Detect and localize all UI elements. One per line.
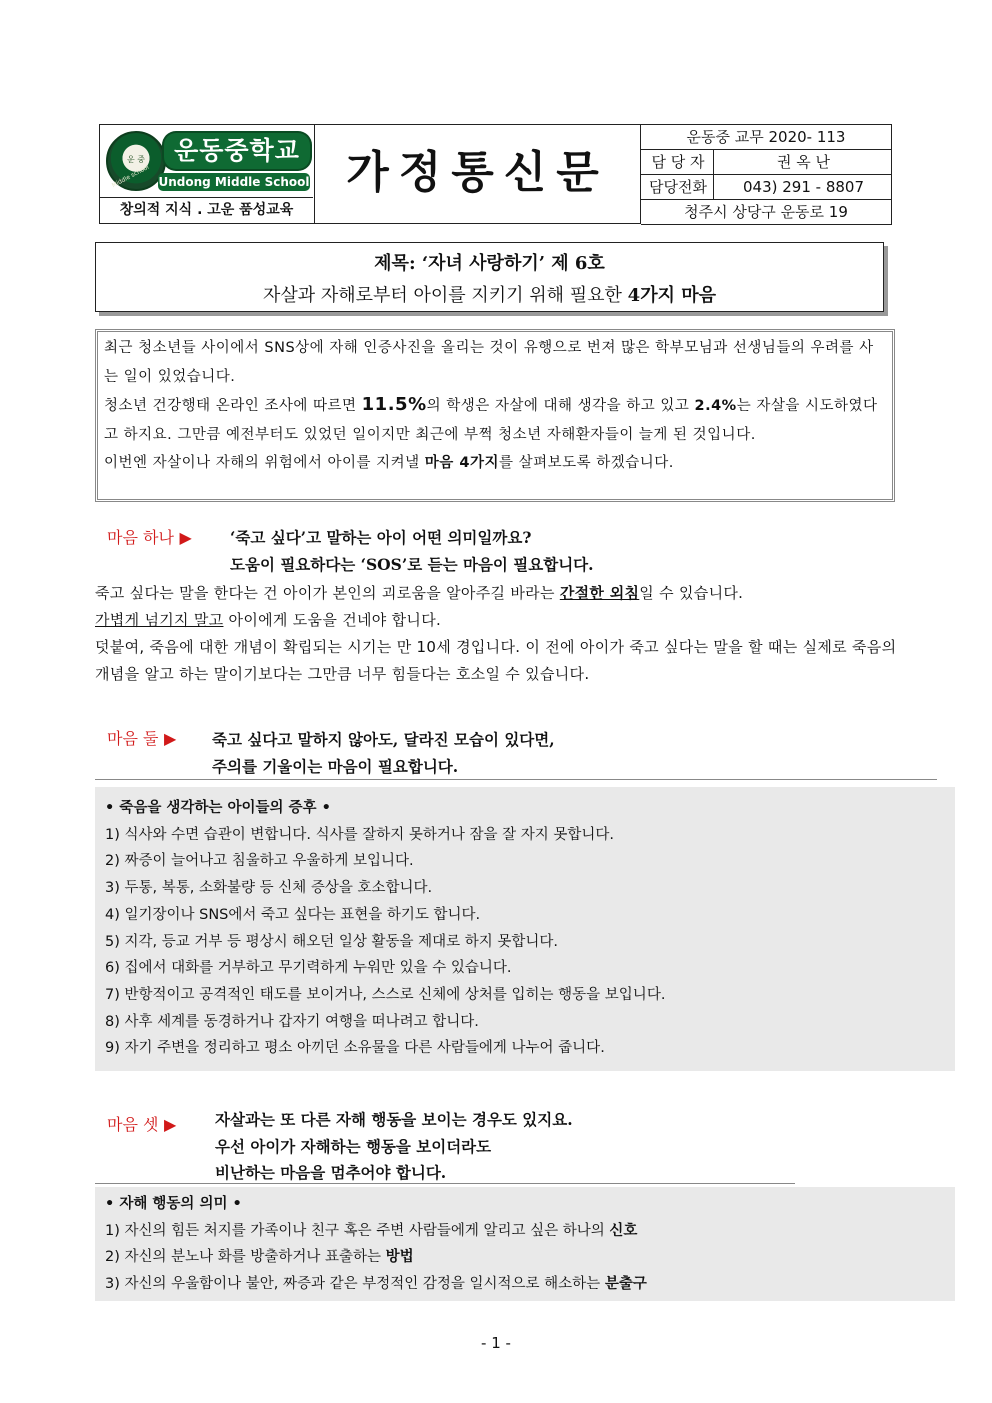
manager-value: 권 옥 난: [776, 153, 830, 171]
heart-3-label: 마음 셋: [107, 1115, 159, 1134]
intro-p3-b: 를 살펴보도록 하겠습니다.: [498, 455, 674, 471]
subject-line-2: [96, 281, 883, 307]
list-item: [105, 1244, 945, 1271]
intro-box: [95, 329, 895, 502]
arrow-right-icon: ▶: [164, 729, 177, 748]
page-number: - 1 -: [481, 1334, 511, 1352]
meaning-box-title: • 자해 행동의 의미 •: [105, 1196, 242, 1212]
heart-2-line-2: 주의를 기울이는 마음이 필요합니다.: [212, 757, 459, 776]
list-item: 6) 집에서 대화를 거부하고 무기력하게 누워만 있을 수 있습니다.: [105, 960, 512, 977]
heart-2-line-1: 죽고 싶다고 말하지 않아도, 달라진 모습이 있다면,: [212, 730, 555, 749]
heart-1-heading: [107, 525, 192, 548]
intro-p2-a: 청소년 건강행태 온라인 조사에 따르면: [104, 398, 362, 414]
heart-1-line-2: 도움이 필요하다는 ‘SOS’로 듣는 마음이 필요합니다.: [230, 555, 594, 574]
subject-line-2-emph: 4가지 마음: [627, 285, 717, 306]
heart-1-body-line-3: 덧붙여, 죽음에 대한 개념이 확립되는 시기는 만 10세 경입니다. 이 전에 아이가 죽고 싶다는 말을 할 때는 실제로 죽음의 개념을 알고 하는 말이기보다는 그만큼 너무 힘들다는 호소일 수 있습니다.: [95, 638, 897, 683]
list-item-emph: 방법: [385, 1249, 414, 1266]
list-item: 9) 자기 주변을 정리하고 평소 아끼던 소유물을 다른 사람들에게 나누어 줍니다.: [105, 1040, 605, 1057]
heart-2-label: 마음 둘: [107, 729, 159, 748]
list-item: 2) 짜증이 늘어나고 침울하고 우울하게 보입니다.: [105, 853, 414, 870]
list-item-text: 1) 자신의 힘든 처지를 가족이나 친구 혹은 주변 사람들에게 알리고 싶은 하나의: [105, 1222, 610, 1239]
list-item: 1) 식사와 수면 습관이 변합니다. 식사를 잘하지 못하거나 잠을 잘 자지 못합니다.: [105, 826, 615, 843]
heart-3-heading: [107, 1112, 176, 1135]
list-item-emph: 분출구: [604, 1276, 647, 1293]
heart-3-line-2: 우선 아이가 자해하는 행동을 보이더라도: [215, 1137, 492, 1156]
intro-stat-2: 2.4%: [694, 398, 737, 414]
arrow-right-icon: ▶: [164, 1115, 177, 1134]
doc-number-row: [641, 125, 891, 150]
intro-paragraph-3: [104, 449, 886, 478]
school-emblem-icon: [106, 131, 166, 191]
intro-stat-1: 11.5%: [361, 394, 427, 415]
document-info-table: [641, 124, 892, 225]
doc-number: 운동중 교무 2020- 113: [686, 128, 846, 146]
heart-1-body-underline: 가볍게 넘기지 말고: [95, 611, 224, 629]
address: 청주시 상당구 운동로 19: [684, 203, 848, 221]
subject-line-2-text: 자살과 자해로부터 아이를 지키기 위해 필요한: [262, 285, 628, 306]
manager-row: [641, 150, 891, 175]
phone-row: [641, 175, 891, 200]
list-item: [105, 1218, 945, 1245]
phone-label: 담당전화: [643, 175, 714, 199]
intro-p3-a: 이번엔 자살이나 자해의 위험에서 아이를 지켜낼: [104, 455, 425, 471]
intro-p3-emph: 마음 4가지: [424, 455, 499, 471]
phone-value: 043) 291 - 8807: [742, 178, 864, 196]
heart-3-meaning-box: [95, 1187, 955, 1301]
list-item: 3) 두통, 복통, 소화불량 등 신체 증상을 호소합니다.: [105, 880, 433, 897]
heart-3-line-1: 자살과는 또 다른 자해 행동을 보이는 경우도 있지요.: [215, 1110, 573, 1129]
list-item: 7) 반항적이고 공격적인 태도를 보이거나, 스스로 신체에 상처를 입히는 행동을 보입니다.: [105, 986, 666, 1003]
school-logo-block: [99, 124, 315, 224]
school-name: 운동중학교: [164, 133, 310, 169]
list-item: 8) 사후 세계를 동경하거나 갑자기 여행을 떠나려고 합니다.: [105, 1013, 479, 1030]
list-item: 5) 지각, 등교 거부 등 평상시 해오던 일상 활동을 제대로 하지 못합니다.: [105, 933, 558, 950]
list-item-emph: 신호: [609, 1222, 638, 1239]
school-motto: 창의적 지식 . 고운 품성교육: [119, 202, 294, 218]
list-item: [105, 1271, 945, 1298]
divider: [95, 779, 937, 780]
emblem-text: 운 중: [127, 155, 145, 164]
heart-1-body-c: 아이에게 도움을 건네야 합니다.: [223, 611, 442, 629]
intro-p2-b: 의 학생은 자살에 대해 생각을 하고 있고: [426, 398, 695, 414]
manager-label: 담 당 자: [643, 150, 714, 174]
heart-2-symptoms-box: [95, 787, 955, 1071]
list-item-text: 3) 자신의 우울함이나 불안, 짜증과 같은 부정적인 감정을 일시적으로 해소하는: [105, 1276, 605, 1293]
address-row: [641, 200, 891, 224]
symptoms-box-title: • 죽음을 생각하는 아이들의 증후 •: [105, 800, 331, 816]
heart-1-body-b: 일 수 있습니다.: [639, 584, 744, 602]
school-english-name: Undong Middle School: [158, 175, 310, 189]
intro-p2-c: 는 자살을 시도하였다고 하지요. 그만큼 예전부터도 있었던 일이지만 최근에 부쩍 청소년 자해환자들이 늘게 된 것입니다.: [104, 398, 878, 443]
subject-title-box: [95, 242, 884, 312]
heart-3-line-3: 비난하는 마음을 멈추어야 합니다.: [215, 1163, 447, 1182]
heart-1-body: [95, 580, 905, 688]
list-item-text: 2) 자신의 분노나 화를 방출하거나 표출하는: [105, 1249, 386, 1266]
heart-2-heading: [107, 726, 176, 749]
heart-1-body-emph: 간절한 외침: [559, 584, 640, 602]
heart-1-line-1: ‘죽고 싶다’고 말하는 아이 어떤 의미일까요?: [230, 528, 532, 547]
heart-1-body-line-1: [95, 580, 905, 607]
heart-1-body-a: 죽고 싶다는 말을 한다는 건 아이가 본인의 괴로움을 알아주길 바라는: [95, 584, 560, 602]
heart-1-label: 마음 하나: [107, 528, 174, 547]
intro-paragraph-2: [104, 391, 886, 449]
emblem-ring-text: Middle school: [110, 163, 151, 190]
subject-line-1: 제목: ‘자녀 사랑하기’ 제 6호: [374, 253, 605, 274]
arrow-right-icon: ▶: [179, 528, 192, 547]
divider: [95, 1183, 795, 1184]
list-item: 4) 일기장이나 SNS에서 죽고 싶다는 표현을 하기도 합니다.: [105, 906, 481, 923]
logo-area: [100, 125, 313, 198]
intro-paragraph-1: 최근 청소년들 사이에서 SNS상에 자해 인증사진을 올리는 것이 유행으로 번져 많은 학부모님과 선생님들의 우려를 사는 일이 있었습니다.: [104, 340, 874, 385]
document-title: 가정통신문: [315, 124, 641, 224]
heart-1-body-line-2: [95, 607, 905, 634]
